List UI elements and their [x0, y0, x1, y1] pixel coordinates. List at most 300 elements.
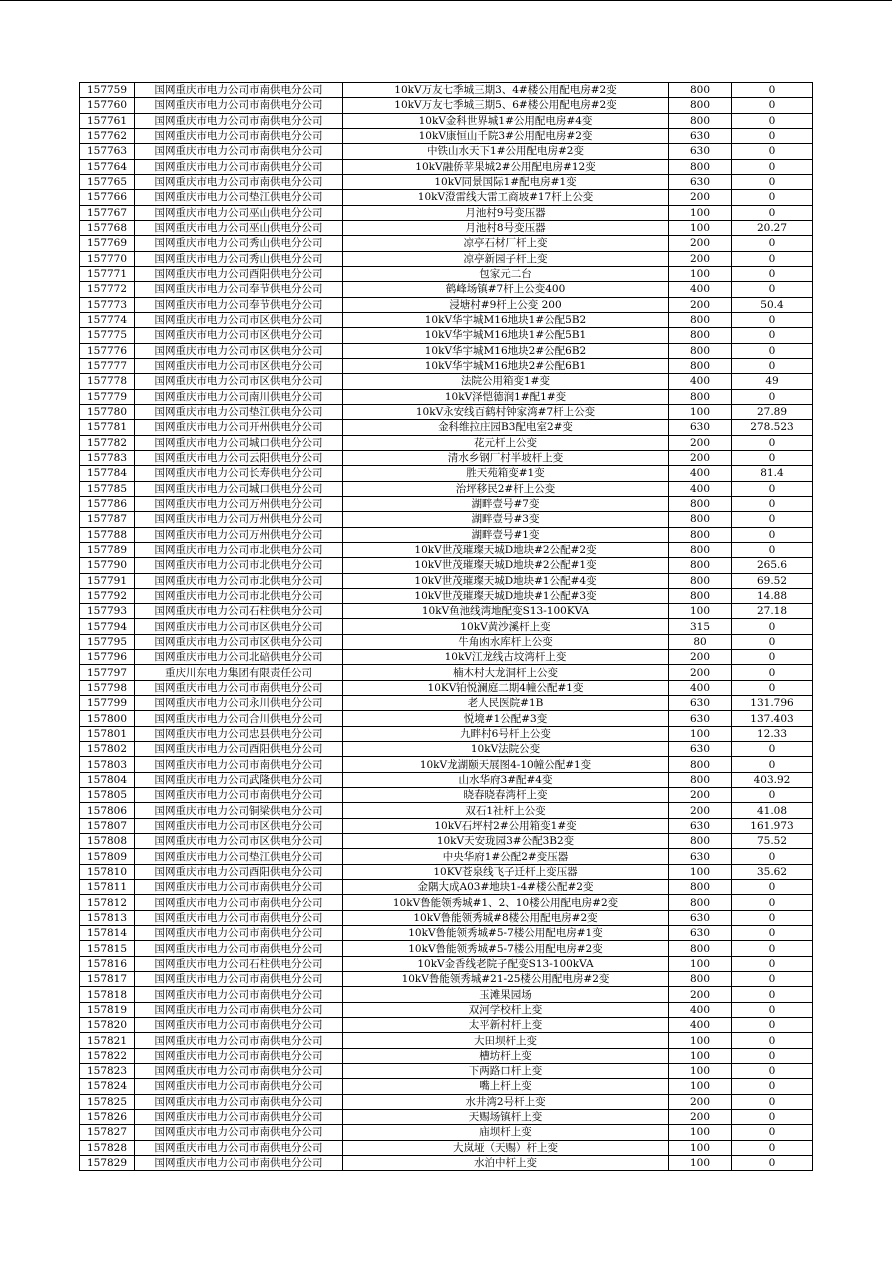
table-row: [80, 420, 813, 435]
cell-transformer-name: 10kV世茂璀璨天城D地块#1公配#3变: [343, 588, 669, 603]
cell-value: 0: [732, 1002, 813, 1017]
cell-capacity: 315: [669, 619, 732, 634]
cell-transformer-name: 10kV法院公变: [343, 742, 669, 757]
cell-capacity: 800: [669, 880, 732, 895]
cell-id: 157801: [80, 726, 135, 741]
cell-value: 0: [732, 1125, 813, 1140]
cell-id: 157799: [80, 696, 135, 711]
cell-transformer-name: 10kV江龙线古坟湾杆上变: [343, 650, 669, 665]
cell-id: 157765: [80, 174, 135, 189]
cell-capacity: 400: [669, 1002, 732, 1017]
cell-transformer-name: 10kV永安线百鹤村钟家湾#7杆上公变: [343, 404, 669, 419]
table-row: [80, 772, 813, 787]
cell-company: 国网重庆市电力公司市南供电分公司: [135, 144, 343, 159]
table-row: [80, 880, 813, 895]
cell-value: 0: [732, 266, 813, 281]
table-row: [80, 742, 813, 757]
cell-company: 国网重庆市电力公司南川供电分公司: [135, 389, 343, 404]
cell-transformer-name: 10kV同景国际1#配电房#1变: [343, 174, 669, 189]
cell-capacity: 100: [669, 726, 732, 741]
cell-id: 157779: [80, 389, 135, 404]
table-row: [80, 987, 813, 1002]
table-row: [80, 1140, 813, 1155]
cell-id: 157793: [80, 604, 135, 619]
cell-value: 27.18: [732, 604, 813, 619]
cell-value: 0: [732, 910, 813, 925]
cell-value: 0: [732, 496, 813, 511]
cell-transformer-name: 10kV世茂璀璨天城D地块#2公配#1变: [343, 558, 669, 573]
table-row: [80, 619, 813, 634]
table-row: [80, 849, 813, 864]
cell-company: 国网重庆市电力公司市区供电分公司: [135, 374, 343, 389]
table-row: [80, 358, 813, 373]
table-row: [80, 1094, 813, 1109]
cell-value: 50.4: [732, 297, 813, 312]
cell-company: 国网重庆市电力公司市南供电分公司: [135, 1094, 343, 1109]
table-row: [80, 1064, 813, 1079]
cell-company: 国网重庆市电力公司市南供电分公司: [135, 926, 343, 941]
cell-value: 81.4: [732, 466, 813, 481]
cell-value: 0: [732, 1048, 813, 1063]
table-row: [80, 634, 813, 649]
cell-id: 157802: [80, 742, 135, 757]
cell-id: 157792: [80, 588, 135, 603]
cell-company: 国网重庆市电力公司市南供电分公司: [135, 1018, 343, 1033]
cell-value: 0: [732, 1018, 813, 1033]
table-row: [80, 466, 813, 481]
cell-transformer-name: 水泊中杆上变: [343, 1155, 669, 1170]
cell-company: 国网重庆市电力公司垫江供电分公司: [135, 849, 343, 864]
cell-value: 0: [732, 757, 813, 772]
cell-company: 国网重庆市电力公司酉阳供电分公司: [135, 864, 343, 879]
cell-company: 国网重庆市电力公司市南供电分公司: [135, 1048, 343, 1063]
cell-value: 0: [732, 1109, 813, 1124]
cell-transformer-name: 10kV石坪村2#公用箱变1#变: [343, 818, 669, 833]
cell-value: 0: [732, 527, 813, 542]
cell-capacity: 630: [669, 711, 732, 726]
cell-capacity: 630: [669, 174, 732, 189]
cell-capacity: 800: [669, 496, 732, 511]
cell-capacity: 200: [669, 665, 732, 680]
cell-value: 0: [732, 450, 813, 465]
table-row: [80, 757, 813, 772]
cell-company: 国网重庆市电力公司石柱供电分公司: [135, 956, 343, 971]
table-row: [80, 1002, 813, 1017]
cell-id: 157804: [80, 772, 135, 787]
cell-transformer-name: 10kV鲁能领秀城#5-7楼公用配电房#1变: [343, 926, 669, 941]
cell-capacity: 630: [669, 696, 732, 711]
cell-id: 157814: [80, 926, 135, 941]
cell-transformer-name: 10kV鲁能领秀城#8楼公用配电房#2变: [343, 910, 669, 925]
table-row: [80, 834, 813, 849]
cell-id: 157778: [80, 374, 135, 389]
cell-transformer-name: 双河学校杆上变: [343, 1002, 669, 1017]
cell-capacity: 100: [669, 1033, 732, 1048]
table-row: [80, 1125, 813, 1140]
cell-transformer-name: 老人民医院#1B: [343, 696, 669, 711]
cell-transformer-name: 10kV澄雷线大雷工商坡#17杆上公变: [343, 190, 669, 205]
table-body: [80, 83, 813, 1171]
table-row: [80, 481, 813, 496]
cell-capacity: 800: [669, 542, 732, 557]
cell-capacity: 100: [669, 404, 732, 419]
cell-value: 0: [732, 236, 813, 251]
cell-company: 国网重庆市电力公司市区供电分公司: [135, 834, 343, 849]
cell-transformer-name: 10KV苍泉线飞子迁杆上变压器: [343, 864, 669, 879]
cell-transformer-name: 10kV鲁能领秀城#21-25楼公用配电房#2变: [343, 972, 669, 987]
table-row: [80, 512, 813, 527]
cell-capacity: 800: [669, 941, 732, 956]
cell-transformer-name: 10kV融侨苹果城2#公用配电房#12变: [343, 159, 669, 174]
cell-value: 41.08: [732, 803, 813, 818]
cell-company: 国网重庆市电力公司长寿供电分公司: [135, 466, 343, 481]
table-row: [80, 343, 813, 358]
table-row: [80, 1033, 813, 1048]
cell-id: 157783: [80, 450, 135, 465]
cell-id: 157824: [80, 1079, 135, 1094]
cell-id: 157823: [80, 1064, 135, 1079]
cell-capacity: 800: [669, 312, 732, 327]
table-row: [80, 312, 813, 327]
cell-capacity: 400: [669, 1018, 732, 1033]
cell-company: 国网重庆市电力公司铜梁供电分公司: [135, 803, 343, 818]
cell-value: 0: [732, 956, 813, 971]
cell-transformer-name: 金隅大成A03#地块1-4#楼公配#2变: [343, 880, 669, 895]
cell-company: 国网重庆市电力公司市南供电分公司: [135, 1064, 343, 1079]
cell-value: 0: [732, 972, 813, 987]
cell-capacity: 100: [669, 205, 732, 220]
cell-id: 157784: [80, 466, 135, 481]
cell-capacity: 800: [669, 558, 732, 573]
cell-transformer-name: 悦境#1公配#3变: [343, 711, 669, 726]
cell-id: 157762: [80, 128, 135, 143]
cell-capacity: 100: [669, 864, 732, 879]
cell-id: 157813: [80, 910, 135, 925]
cell-value: 12.33: [732, 726, 813, 741]
cell-capacity: 400: [669, 282, 732, 297]
cell-company: 国网重庆市电力公司酉阳供电分公司: [135, 266, 343, 281]
table-row: [80, 435, 813, 450]
cell-transformer-name: 湖畔壹号#7变: [343, 496, 669, 511]
table-row: [80, 926, 813, 941]
cell-value: 0: [732, 282, 813, 297]
cell-company: 国网重庆市电力公司市南供电分公司: [135, 972, 343, 987]
table-row: [80, 1048, 813, 1063]
cell-capacity: 630: [669, 849, 732, 864]
table-row: [80, 665, 813, 680]
table-row: [80, 174, 813, 189]
cell-value: 0: [732, 619, 813, 634]
cell-transformer-name: 治坪移民2#杆上公变: [343, 481, 669, 496]
cell-capacity: 800: [669, 159, 732, 174]
cell-value: 0: [732, 926, 813, 941]
cell-company: 国网重庆市电力公司垫江供电分公司: [135, 190, 343, 205]
table-row: [80, 251, 813, 266]
cell-capacity: 200: [669, 788, 732, 803]
cell-company: 国网重庆市电力公司市南供电分公司: [135, 788, 343, 803]
cell-id: 157812: [80, 895, 135, 910]
cell-value: 0: [732, 205, 813, 220]
cell-transformer-name: 10kV金科世界城1#公用配电房#4变: [343, 113, 669, 128]
cell-transformer-name: 太平新村杆上变: [343, 1018, 669, 1033]
cell-value: 0: [732, 512, 813, 527]
cell-transformer-name: 大岚垭（天赐）杆上变: [343, 1140, 669, 1155]
cell-company: 国网重庆市电力公司北碚供电分公司: [135, 650, 343, 665]
cell-id: 157764: [80, 159, 135, 174]
cell-value: 278.523: [732, 420, 813, 435]
table-row: [80, 680, 813, 695]
cell-capacity: 800: [669, 573, 732, 588]
cell-company: 国网重庆市电力公司市南供电分公司: [135, 128, 343, 143]
cell-capacity: 100: [669, 1155, 732, 1170]
cell-capacity: 200: [669, 1109, 732, 1124]
cell-capacity: 800: [669, 972, 732, 987]
cell-transformer-name: 10kV华宇城M16地块1#公配5B2: [343, 312, 669, 327]
cell-value: 0: [732, 849, 813, 864]
cell-value: 0: [732, 312, 813, 327]
cell-capacity: 200: [669, 1094, 732, 1109]
cell-id: 157797: [80, 665, 135, 680]
cell-id: 157773: [80, 297, 135, 312]
cell-transformer-name: 凉亭新园子杆上变: [343, 251, 669, 266]
cell-value: 0: [732, 941, 813, 956]
cell-value: 0: [732, 895, 813, 910]
cell-company: 国网重庆市电力公司市南供电分公司: [135, 1033, 343, 1048]
table-row: [80, 726, 813, 741]
cell-transformer-name: 中央华府1#公配2#变压器: [343, 849, 669, 864]
cell-value: 0: [732, 542, 813, 557]
cell-transformer-name: 10kV鲁能领秀城#5-7楼公用配电房#2变: [343, 941, 669, 956]
cell-id: 157782: [80, 435, 135, 450]
cell-value: 0: [732, 358, 813, 373]
cell-id: 157780: [80, 404, 135, 419]
cell-capacity: 630: [669, 926, 732, 941]
table-row: [80, 1018, 813, 1033]
cell-company: 国网重庆市电力公司市北供电分公司: [135, 588, 343, 603]
cell-capacity: 630: [669, 144, 732, 159]
cell-id: 157767: [80, 205, 135, 220]
cell-id: 157774: [80, 312, 135, 327]
table-row: [80, 696, 813, 711]
cell-capacity: 630: [669, 420, 732, 435]
cell-transformer-name: 包家元二台: [343, 266, 669, 281]
table-row: [80, 788, 813, 803]
cell-value: 0: [732, 435, 813, 450]
cell-transformer-name: 鹤峰场镇#7杆上公变400: [343, 282, 669, 297]
cell-company: 国网重庆市电力公司万州供电分公司: [135, 496, 343, 511]
cell-transformer-name: 九畔村6号杆上公变: [343, 726, 669, 741]
cell-capacity: 200: [669, 987, 732, 1002]
cell-id: 157786: [80, 496, 135, 511]
cell-capacity: 200: [669, 236, 732, 251]
table-row: [80, 144, 813, 159]
cell-capacity: 400: [669, 466, 732, 481]
cell-value: 75.52: [732, 834, 813, 849]
cell-company: 国网重庆市电力公司石柱供电分公司: [135, 604, 343, 619]
cell-transformer-name: 花元杆上公变: [343, 435, 669, 450]
table-row: [80, 266, 813, 281]
cell-id: 157796: [80, 650, 135, 665]
cell-capacity: 630: [669, 128, 732, 143]
cell-company: 国网重庆市电力公司市南供电分公司: [135, 910, 343, 925]
cell-capacity: 100: [669, 266, 732, 281]
cell-id: 157788: [80, 527, 135, 542]
cell-company: 国网重庆市电力公司巫山供电分公司: [135, 220, 343, 235]
table-row: [80, 282, 813, 297]
cell-transformer-name: 双石1社杆上公变: [343, 803, 669, 818]
cell-company: 国网重庆市电力公司市南供电分公司: [135, 987, 343, 1002]
cell-capacity: 100: [669, 1064, 732, 1079]
cell-company: 国网重庆市电力公司市南供电分公司: [135, 1125, 343, 1140]
cell-id: 157825: [80, 1094, 135, 1109]
cell-company: 国网重庆市电力公司市南供电分公司: [135, 174, 343, 189]
cell-capacity: 800: [669, 588, 732, 603]
cell-value: 0: [732, 174, 813, 189]
cell-id: 157775: [80, 328, 135, 343]
cell-value: 265.6: [732, 558, 813, 573]
cell-id: 157766: [80, 190, 135, 205]
cell-transformer-name: 清水乡钢厂村半坡杆上变: [343, 450, 669, 465]
cell-id: 157768: [80, 220, 135, 235]
cell-transformer-name: 玉滩果园场: [343, 987, 669, 1002]
cell-company: 国网重庆市电力公司市南供电分公司: [135, 941, 343, 956]
cell-id: 157760: [80, 98, 135, 113]
cell-capacity: 200: [669, 450, 732, 465]
cell-transformer-name: 楠木村大龙洞杆上公变: [343, 665, 669, 680]
cell-id: 157826: [80, 1109, 135, 1124]
cell-id: 157795: [80, 634, 135, 649]
cell-transformer-name: 10kV天安珑园3#公配3B2变: [343, 834, 669, 849]
table-row: [80, 956, 813, 971]
cell-capacity: 400: [669, 481, 732, 496]
cell-id: 157785: [80, 481, 135, 496]
cell-company: 国网重庆市电力公司城口供电分公司: [135, 481, 343, 496]
cell-id: 157827: [80, 1125, 135, 1140]
cell-value: 0: [732, 328, 813, 343]
cell-value: 0: [732, 159, 813, 174]
cell-id: 157798: [80, 680, 135, 695]
cell-transformer-name: 水井湾2号杆上变: [343, 1094, 669, 1109]
cell-transformer-name: 庙坝杆上变: [343, 1125, 669, 1140]
cell-company: 国网重庆市电力公司市南供电分公司: [135, 113, 343, 128]
cell-value: 0: [732, 481, 813, 496]
cell-id: 157817: [80, 972, 135, 987]
cell-capacity: 800: [669, 772, 732, 787]
cell-capacity: 800: [669, 834, 732, 849]
cell-value: 403.92: [732, 772, 813, 787]
cell-company: 国网重庆市电力公司开州供电分公司: [135, 420, 343, 435]
table-row: [80, 910, 813, 925]
cell-transformer-name: 胜天苑箱变#1变: [343, 466, 669, 481]
cell-value: 0: [732, 251, 813, 266]
cell-capacity: 630: [669, 818, 732, 833]
cell-company: 国网重庆市电力公司市南供电分公司: [135, 895, 343, 910]
cell-company: 国网重庆市电力公司万州供电分公司: [135, 527, 343, 542]
cell-transformer-name: 嘴上杆上变: [343, 1079, 669, 1094]
cell-capacity: 100: [669, 604, 732, 619]
cell-capacity: 400: [669, 680, 732, 695]
table-row: [80, 558, 813, 573]
cell-value: 0: [732, 1155, 813, 1170]
cell-company: 国网重庆市电力公司永川供电分公司: [135, 696, 343, 711]
cell-company: 国网重庆市电力公司秀山供电分公司: [135, 251, 343, 266]
cell-company: 国网重庆市电力公司市南供电分公司: [135, 1155, 343, 1170]
cell-capacity: 800: [669, 389, 732, 404]
cell-id: 157800: [80, 711, 135, 726]
cell-transformer-name: 大田坝杆上变: [343, 1033, 669, 1048]
cell-capacity: 100: [669, 1048, 732, 1063]
cell-id: 157816: [80, 956, 135, 971]
data-table: [79, 82, 813, 1171]
cell-id: 157807: [80, 818, 135, 833]
cell-capacity: 200: [669, 803, 732, 818]
cell-capacity: 800: [669, 358, 732, 373]
table-row: [80, 450, 813, 465]
cell-capacity: 800: [669, 343, 732, 358]
cell-id: 157787: [80, 512, 135, 527]
cell-id: 157769: [80, 236, 135, 251]
cell-value: 0: [732, 113, 813, 128]
cell-company: 国网重庆市电力公司市区供电分公司: [135, 312, 343, 327]
cell-company: 国网重庆市电力公司巫山供电分公司: [135, 205, 343, 220]
cell-value: 0: [732, 1140, 813, 1155]
table-row: [80, 573, 813, 588]
cell-capacity: 200: [669, 297, 732, 312]
cell-capacity: 80: [669, 634, 732, 649]
table-row: [80, 711, 813, 726]
cell-value: 0: [732, 98, 813, 113]
cell-company: 国网重庆市电力公司城口供电分公司: [135, 435, 343, 450]
table-row: [80, 98, 813, 113]
table-row: [80, 220, 813, 235]
cell-transformer-name: 10kV华宇城M16地块1#公配5B1: [343, 328, 669, 343]
table-row: [80, 496, 813, 511]
cell-capacity: 800: [669, 328, 732, 343]
cell-transformer-name: 10kV万友七季城三期3、4#楼公用配电房#2变: [343, 83, 669, 98]
cell-id: 157789: [80, 542, 135, 557]
cell-capacity: 100: [669, 1079, 732, 1094]
cell-transformer-name: 10kV华宇城M16地块2#公配6B2: [343, 343, 669, 358]
cell-id: 157761: [80, 113, 135, 128]
cell-id: 157818: [80, 987, 135, 1002]
cell-company: 国网重庆市电力公司市北供电分公司: [135, 542, 343, 557]
cell-value: 0: [732, 1079, 813, 1094]
cell-company: 国网重庆市电力公司市北供电分公司: [135, 573, 343, 588]
cell-capacity: 800: [669, 83, 732, 98]
cell-transformer-name: 10kV鲁能领秀城#1、2、10楼公用配电房#2变: [343, 895, 669, 910]
cell-id: 157794: [80, 619, 135, 634]
cell-transformer-name: 10kV金香线老院子配变S13-100kVA: [343, 956, 669, 971]
cell-value: 27.89: [732, 404, 813, 419]
cell-company: 国网重庆市电力公司市南供电分公司: [135, 757, 343, 772]
cell-id: 157781: [80, 420, 135, 435]
cell-company: 国网重庆市电力公司忠县供电分公司: [135, 726, 343, 741]
cell-value: 0: [732, 987, 813, 1002]
cell-id: 157820: [80, 1018, 135, 1033]
table-row: [80, 328, 813, 343]
cell-company: 国网重庆市电力公司市南供电分公司: [135, 1140, 343, 1155]
cell-company: 国网重庆市电力公司市南供电分公司: [135, 159, 343, 174]
cell-id: 157806: [80, 803, 135, 818]
cell-id: 157776: [80, 343, 135, 358]
cell-transformer-name: 10KV铂悦澜庭二期4幢公配#1变: [343, 680, 669, 695]
table-row: [80, 128, 813, 143]
cell-transformer-name: 天赐场镇杆上变: [343, 1109, 669, 1124]
cell-capacity: 200: [669, 435, 732, 450]
cell-capacity: 800: [669, 113, 732, 128]
cell-transformer-name: 法院公用箱变1#变: [343, 374, 669, 389]
cell-transformer-name: 山水华府3#配#4变: [343, 772, 669, 787]
